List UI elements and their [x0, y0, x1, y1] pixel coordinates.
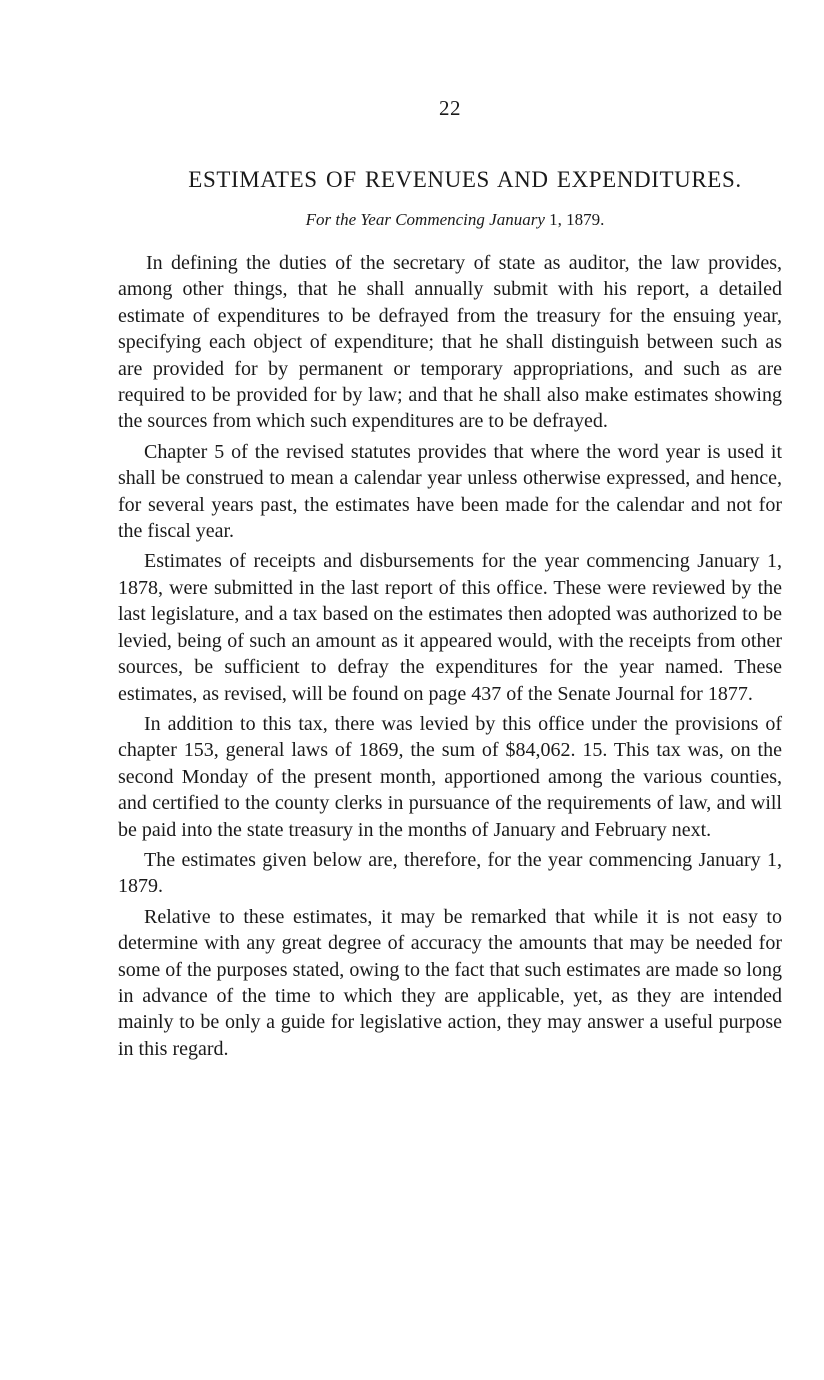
paragraph: In defining the duties of the secretary of state as auditor, the law provides, among other things, that he shall annually submit with his report, a detailed estimate of expenditures to be defrayed from the treasury for the ensuing year, specifying each object of expenditure; that he shall distinguish between such as are provided for by permanent or temporary appropriations, and such as are required to be provided for by law; and that he shall also make estimates showing the sources from which such expenditures are to be defrayed. [118, 252, 782, 433]
subtitle-italic-text: For the Year Commencing January [305, 210, 545, 229]
paragraph: In addition to this tax, there was levied by this office under the provisions of chapter 153, general laws of 1869, the sum of $84,062. 15. This tax was, on the second Monday of the present month, apportioned among the various counties, and certified to the county clerks in pursuance of the requirements of law, and will be paid into the state treasury in the months of January and February next. [118, 712, 782, 841]
body-text [118, 250, 782, 1066]
paragraph: Chapter 5 of the revised statutes provides that where the word year is used it shall be construed to mean a calendar year unless otherwise expressed, and hence, for several years past, the estimates have been made for the calendar and not for the fiscal year. [118, 440, 782, 543]
paragraph: Relative to these estimates, it may be remarked that while it is not easy to determine with any great degree of accuracy the amounts that may be needed for some of the purposes stated, owing to the fact that such estimates are made so long in advance of the time to which they are applicable, yet, as they are intended mainly to be only a guide for legislative action, they may answer a useful purpose in this regard. [118, 905, 782, 1060]
subtitle-date-text: 1, 1879. [544, 210, 605, 229]
page-number: 22 [439, 96, 461, 120]
paragraph: Estimates of receipts and disbursements for the year commencing January 1, 1878, were submitted in the last report of this office. These were reviewed by the last legislature, and a tax based on the estimates then adopted was authorized to be levied, being of such an amount as it appeared would, with the receipts from other sources, be sufficient to defray the expenditures for the year named. These estimates, as revised, will be found on page 437 of the Senate Journal for 1877. [118, 550, 782, 705]
paragraph: The estimates given below are, therefore, for the year commencing January 1, 1879. [118, 848, 782, 898]
page-subtitle [0, 210, 824, 230]
page-title: ESTIMATES OF REVENUES AND EXPENDITURES. [188, 167, 742, 192]
